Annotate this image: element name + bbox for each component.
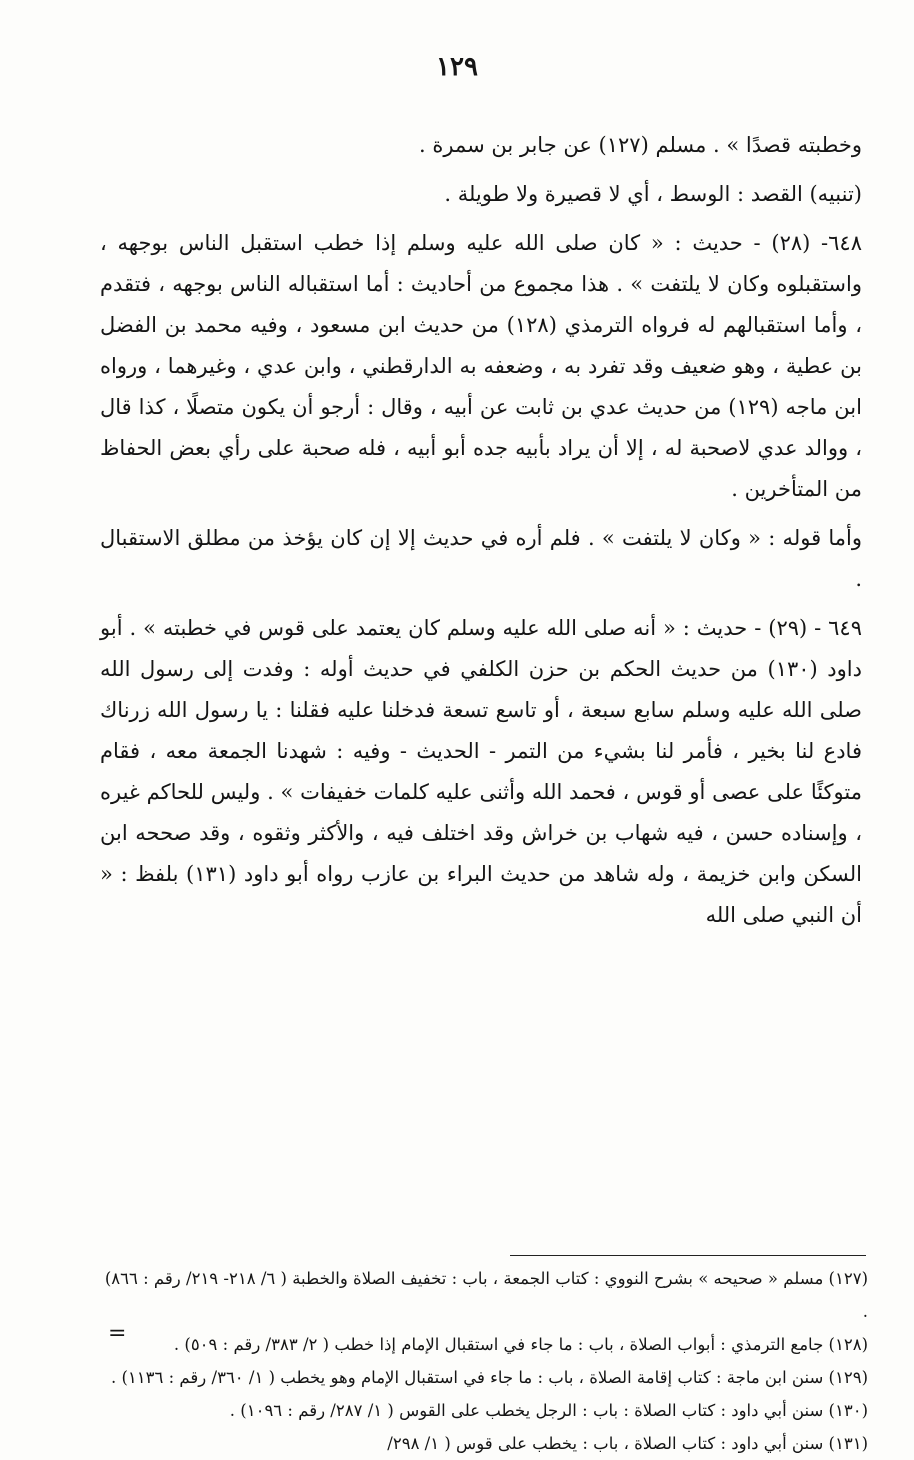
- footnote-127: (١٢٧) مسلم « صحيحه » بشرح النووي : كتاب الجمعة ، باب : تخفيف الصلاة والخطبة ( ٦/ ٢١٨- ٢١٩/ رقم : ٨٦٦) .: [104, 1269, 868, 1321]
- page-number: ١٢٩: [436, 52, 478, 82]
- footnotes: [100, 1262, 868, 1460]
- main-text: [100, 125, 862, 936]
- footnote-130: (١٣٠) سنن أبي داود : كتاب الصلاة : باب : الرجل يخطب على القوس ( ١/ ٢٨٧/ رقم : ١٠٩٦) .: [229, 1401, 868, 1420]
- paragraph: (تنبيه) القصد : الوسط ، أي لا قصيرة ولا طويلة .: [444, 182, 862, 206]
- hadith-649: ٦٤٩ - (٢٩) - حديث : « أنه صلى الله عليه وسلم كان يعتمد على قوس في خطبته » . أبو داود (١٣٠) من حديث الحكم بن حزن الكلفي في حديث أوله : وفدت إلى رسول الله صلى الله عليه وسلم سابع سبعة ، أو تاسع تسعة فدخلنا عليه فقلنا : يا رسول الله زرناك فادع لنا بخير ، فأمر لنا بشيء من التمر - الحديث - وفيه : شهدنا الجمعة معه ، فقام متوكئًا على عصى أو قوس ، فحمد الله وأثنى عليه كلمات خفيفات » . وليس للحاكم غيره ، وإسناده حسن ، فيه شهاب بن خراش وقد اختلف فيه ، والأكثر وثقوه ، وقد صححه ابن السكن وابن خزيمة ، وله شاهد من حديث البراء بن عازب رواه أبو داود (١٣١) بلفظ : « أن النبي صلى الله: [100, 616, 862, 927]
- footnote-131: (١٣١) سنن أبي داود : كتاب الصلاة ، باب : يخطب على قوس ( ١/ ٢٩٨/: [387, 1434, 868, 1453]
- footnote-separator: [510, 1255, 866, 1256]
- continuation-mark: =: [108, 1321, 127, 1346]
- paragraph: وخطبته قصدًا » . مسلم (١٢٧) عن جابر بن سمرة .: [419, 133, 862, 157]
- footnote-129: (١٢٩) سنن ابن ماجة : كتاب إقامة الصلاة ، باب : ما جاء في استقبال الإمام وهو يخطب ( ١/ ٣٦٠/ رقم : ١١٣٦) .: [110, 1368, 868, 1387]
- paragraph: وأما قوله : « وكان لا يلتفت » . فلم أره في حديث إلا إن كان يؤخذ من مطلق الاستقبال .: [100, 526, 862, 591]
- hadith-648: ٦٤٨- (٢٨) - حديث : « كان صلى الله عليه وسلم إذا خطب استقبل الناس بوجهه ، واستقبلوه وكان لا يلتفت » . هذا مجموع من أحاديث : أما استقباله الناس بوجهه ، فتقدم ، وأما استقبالهم له فرواه الترمذي (١٢٨) من حديث ابن مسعود ، وفيه محمد بن الفضل بن عطية ، وهو ضعيف وقد تفرد به ، وضعفه به الدارقطني ، وابن عدي ، وغيرهما ، ورواه ابن ماجه (١٢٩) من حديث عدي بن ثابت عن أبيه ، وقال : أرجو أن يكون متصلًا ، كذا قال ، ووالد عدي لاصحبة له ، إلا أن يراد بأبيه جده أبو أبيه ، فله صحبة على رأي بعض الحفاظ من المتأخرين .: [100, 231, 863, 501]
- footnote-128: (١٢٨) جامع الترمذي : أبواب الصلاة ، باب : ما جاء في استقبال الإمام إذا خطب ( ٢/ ٣٨٣/ رقم : ٥٠٩) .: [173, 1335, 868, 1354]
